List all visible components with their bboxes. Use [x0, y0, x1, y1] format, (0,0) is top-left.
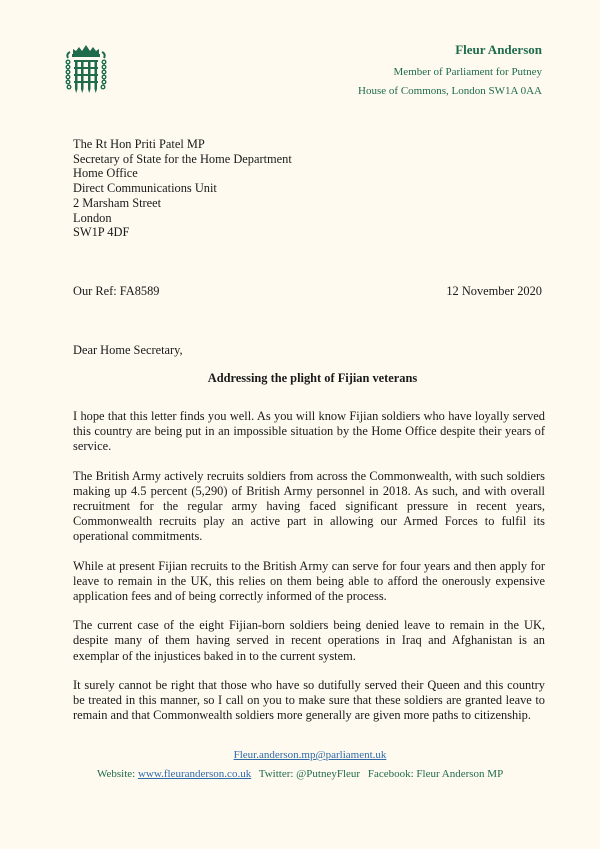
letter-body [73, 409, 545, 737]
website-link[interactable]: www.fleuranderson.co.uk [137, 768, 252, 780]
twitter-handle: Twitter: @PutneyFleur [258, 768, 361, 780]
website-label: Website: [97, 768, 136, 780]
recipient-line: 2 Marsham Street [73, 195, 162, 210]
reference-number: Our Ref: FA8589 [73, 284, 160, 298]
recipient-address [73, 137, 292, 240]
salutation: Dear Home Secretary, [73, 343, 183, 357]
mp-role: Member of Parliament for Putney [393, 66, 542, 78]
email-link[interactable]: Fleur.anderson.mp@parliament.uk [233, 749, 387, 761]
letterhead [358, 42, 542, 104]
reference-row [73, 284, 542, 299]
body-paragraph: I hope that this letter finds you well. As you will know Fijian soldiers who have loyally served this country are being put in an impossible situation by the Home Office despite their years of service. [73, 409, 545, 454]
facebook-page: Facebook: Fleur Anderson MP [367, 768, 504, 780]
recipient-line: SW1P 4DF [73, 225, 130, 240]
recipient-line: Home Office [73, 166, 138, 181]
letter-date: 12 November 2020 [446, 284, 542, 298]
body-paragraph: While at present Fijian recruits to the British Army can serve for four years and then apply for leave to remain in the UK, this relies on them being able to afford the onerously expensive application fees and of being correctly informed of the process. [73, 558, 545, 604]
portcullis-icon [64, 44, 108, 96]
subject-heading: Addressing the plight of Fijian veterans [207, 371, 418, 385]
recipient-line: Secretary of State for the Home Department [73, 151, 292, 166]
recipient-line: Direct Communications Unit [73, 181, 217, 196]
footer-contact [97, 768, 503, 780]
mp-name: Fleur Anderson [455, 42, 542, 57]
body-paragraph: The current case of the eight Fijian-born soldiers being denied leave to remain in the UK, despite many of them having served in recent operations in Iraq and Afghanistan is an exemplar of the injustices baked in to the current system. [73, 618, 545, 663]
body-paragraph: The British Army actively recruits soldiers from across the Commonwealth, with such soldiers making up 4.5 percent (5,290) of British Army personnel in 2018. As such, and with overall recruitment for the regular army having faced significant pressure in recent years, Commonwealth recruits play an active part in allowing our Armed Forces to fulfil its operational commitments. [73, 468, 545, 544]
recipient-line: London [73, 210, 112, 225]
recipient-line: The Rt Hon Priti Patel MP [73, 137, 205, 151]
mp-address: House of Commons, London SW1A 0AA [358, 85, 542, 97]
body-paragraph: It surely cannot be right that those who have so dutifully served their Queen and this country be treated in this manner, so I call on you to make sure that these soldiers are granted leave to remain and that Commonwealth soldiers more generally are given more paths to citizenship. [73, 677, 545, 723]
